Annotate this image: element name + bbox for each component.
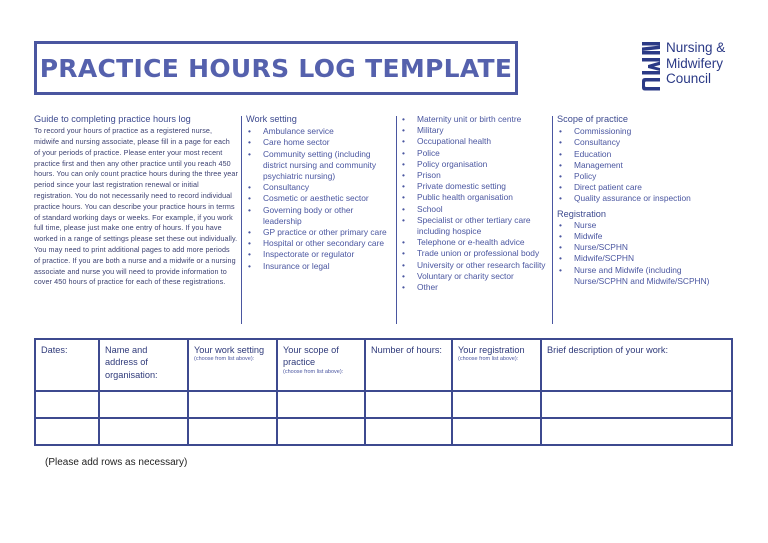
table-cell[interactable] [365,418,452,445]
table-cell[interactable] [277,418,365,445]
list-item: • Public health organisation [400,192,548,203]
page-title: PRACTICE HOURS LOG TEMPLATE [39,53,513,83]
list-item: • Prison [400,170,548,181]
logo-line: Council [666,71,712,86]
table-cell[interactable] [99,418,188,445]
list-item: • Policy organisation [400,159,548,170]
logo-wordmark [666,40,756,87]
table-cell[interactable] [541,418,732,445]
logo-line: Midwifery [666,55,724,71]
list-item: • Specialist or other tertiary care including hospice [400,215,548,237]
list-item: • Midwife [557,231,711,242]
header-scope: Your scope of practice (choose from list above): [277,339,365,391]
list-item: • Nurse [557,220,711,231]
header-description: Brief description of your work: [541,339,732,391]
nmc-logo [640,40,750,92]
column-divider [241,116,242,324]
table-cell[interactable] [99,391,188,418]
list-item: • GP practice or other primary care [246,227,392,238]
list-item: • Commissioning [557,126,717,137]
list-item: • Cosmetic or aesthetic sector [246,193,392,204]
registration-list [557,220,717,287]
work-setting-section [246,114,392,272]
column-divider [396,116,397,324]
header-work-setting: Your work setting (choose from list above): [188,339,277,391]
table-header-row [35,339,732,391]
work-setting-list [246,126,392,272]
list-item: • Management [557,160,717,171]
header-hours: Number of hours: [365,339,452,391]
column-divider [552,116,553,324]
list-item: • Trade union or professional body [400,248,548,259]
list-item: • Education [557,149,717,160]
list-item: • Hospital or other secondary care [246,238,392,249]
list-item: • Telephone or e-health advice [400,237,548,248]
scope-section [557,114,717,287]
table-row [35,391,732,418]
list-item: • Occupational health [400,136,548,147]
list-item: • Inspectorate or regulator [246,249,392,260]
table-cell[interactable] [35,418,99,445]
header-registration: Your registration (choose from list above): [452,339,541,391]
list-item: • School [400,204,548,215]
list-item: • Midwife/SCPHN [557,253,711,264]
nmc-logo-icon [640,41,662,91]
header-note: (choose from list above): [283,368,344,375]
list-item: • Consultancy [246,182,392,193]
table-cell[interactable] [452,391,541,418]
list-item: • Care home sector [246,137,392,148]
list-item: • Other [400,282,548,293]
registration-heading: Registration [557,208,607,219]
list-item: • Quality assurance or inspection [557,193,717,204]
logo-line: Nursing & [666,40,726,55]
list-item: • Policy [557,171,717,182]
table-cell[interactable] [35,391,99,418]
work-setting-more-list [400,114,548,293]
scope-heading: Scope of practice [557,114,628,124]
header-note: (choose from list above): [194,356,255,363]
guide-text: To record your hours of practice as a registered nurse, midwife and nursing associate, please fill in a page for each of your periods of practice. Please enter your most recent practice first and then any other practice until you reach 450 hours. You can only count practice hours during the three year period since your last registration renewal or initial registration. You do not necessarily need to record individual practice hours. You can describe your practice hours in terms of standard working days or weeks. For example, if you work full time, please just make one entry of hours. If you have worked in a range of settings please set these out individually. You may need to print additional pages to add more periods of practice. If you are both a nurse and a midwife or a nursing associate and nurse you will need to provide information to cover 450 hours of practice for each of these registrations. [34,126,238,287]
list-item: • Military [400,125,548,136]
list-item: • Insurance or legal [246,261,392,272]
list-item: • Voluntary or charity sector [400,271,548,282]
table-cell[interactable] [452,418,541,445]
list-item: • University or other research facility [400,260,548,271]
table-cell[interactable] [188,391,277,418]
add-rows-note: (Please add rows as necessary) [45,457,188,468]
list-item: • Community setting (including district nursing and community psychiatric nursing) [246,149,392,183]
list-item: • Direct patient care [557,182,717,193]
guide-section [34,114,238,288]
scope-list [557,126,717,204]
list-item: • Police [400,148,548,159]
header-note: (choose from list above): [458,356,519,363]
practice-hours-table [34,338,733,446]
table-cell[interactable] [541,391,732,418]
table-row [35,418,732,445]
list-item: • Governing body or other leadership [246,205,392,227]
list-item: • Maternity unit or birth centre [400,114,548,125]
table-cell[interactable] [365,391,452,418]
list-item: • Consultancy [557,137,717,148]
table-cell[interactable] [277,391,365,418]
work-setting-more-section [400,114,548,293]
work-setting-heading: Work setting [246,114,297,124]
list-item: • Ambulance service [246,126,392,137]
title-box [34,41,518,95]
header-dates: Dates: [35,339,99,391]
guide-heading: Guide to completing practice hours log [34,114,191,124]
list-item: • Nurse/SCPHN [557,242,711,253]
table-cell[interactable] [188,418,277,445]
header-organisation: Name and address of organisation: [99,339,188,391]
list-item: • Nurse and Midwife (including Nurse/SCPHN and Midwife/SCPHN) [557,265,711,287]
list-item: • Private domestic setting [400,181,548,192]
